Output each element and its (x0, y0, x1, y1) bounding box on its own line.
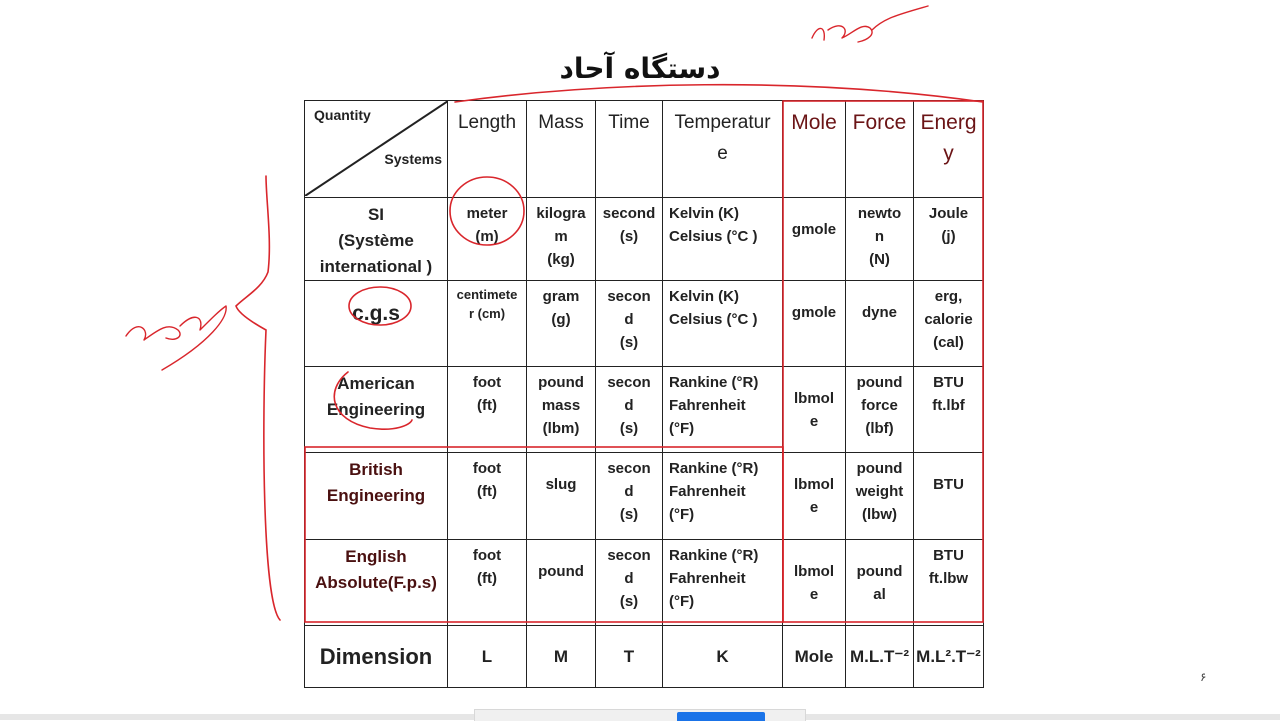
system-si: SI (Système international ) (305, 198, 448, 281)
cell-british-temperature: Rankine (°R) Fahrenheit (°F) (663, 453, 783, 540)
cell-cgs-force: dyne (846, 281, 914, 367)
cell-si-temperature: Kelvin (K) Celsius (°C ) (663, 198, 783, 281)
cell-english-temperature: Rankine (°R) Fahrenheit (°F) (663, 540, 783, 626)
header-length: Length (448, 101, 527, 198)
curly-brace (236, 176, 280, 620)
cell-american-length: foot (ft) (448, 367, 527, 453)
cell-cgs-length: centimete r (cm) (448, 281, 527, 367)
quantity-label: Quantity (314, 107, 371, 123)
header-time: Time (596, 101, 663, 198)
system-american-engineering: American Engineering (305, 367, 448, 453)
cell-english-length: foot (ft) (448, 540, 527, 626)
cell-english-mole: lbmol e (783, 540, 846, 626)
units-table (304, 100, 984, 688)
cell-american-energy: BTU ft.lbf (914, 367, 984, 453)
page-number: ۶ (1200, 670, 1207, 684)
table-row-cgs (305, 281, 984, 367)
cell-british-length: foot (ft) (448, 453, 527, 540)
cell-british-force: pound weight (lbw) (846, 453, 914, 540)
header-energy: Energ y (914, 101, 984, 198)
cell-si-length: meter (m) (448, 198, 527, 281)
cell-english-energy: BTU ft.lbw (914, 540, 984, 626)
cell-si-time: second (s) (596, 198, 663, 281)
dimension-label: Dimension (305, 626, 448, 688)
note-top-strokes (812, 6, 928, 42)
cell-english-mass: pound (527, 540, 596, 626)
cell-british-mole: lbmol e (783, 453, 846, 540)
corner-header (305, 101, 448, 198)
cell-american-time: secon d (s) (596, 367, 663, 453)
note-left-strokes (126, 306, 226, 370)
table-row-british (305, 453, 984, 540)
header-mole: Mole (783, 101, 846, 198)
table-row-dimension (305, 626, 984, 688)
cell-si-mole: gmole (783, 198, 846, 281)
table-row-english (305, 540, 984, 626)
header-force: Force (846, 101, 914, 198)
dimension-length: L (448, 626, 527, 688)
header-mass: Mass (527, 101, 596, 198)
presentation-toolbar[interactable] (474, 709, 806, 721)
cell-cgs-mass: gram (g) (527, 281, 596, 367)
header-row (305, 101, 984, 198)
cell-si-energy: Joule (j) (914, 198, 984, 281)
cell-american-force: pound force (lbf) (846, 367, 914, 453)
system-cgs: c.g.s (305, 281, 448, 367)
table-row-si (305, 198, 984, 281)
cell-cgs-temperature: Kelvin (K) Celsius (°C ) (663, 281, 783, 367)
page-title: دستگاه آحاد (559, 52, 721, 85)
cell-british-time: secon d (s) (596, 453, 663, 540)
table-row-american (305, 367, 984, 453)
dimension-mass: M (527, 626, 596, 688)
cell-english-time: secon d (s) (596, 540, 663, 626)
dimension-energy: M.L².T⁻² (914, 626, 984, 688)
cell-si-force: newto n (N) (846, 198, 914, 281)
cell-british-energy: BTU (914, 453, 984, 540)
systems-label: Systems (384, 151, 442, 167)
cell-british-mass: slug (527, 453, 596, 540)
cell-cgs-time: secon d (s) (596, 281, 663, 367)
cell-american-mass: pound mass (lbm) (527, 367, 596, 453)
cell-american-mole: lbmol e (783, 367, 846, 453)
header-temperature: Temperatur e (663, 101, 783, 198)
cell-american-temperature: Rankine (°R) Fahrenheit (°F) (663, 367, 783, 453)
dimension-mole: Mole (783, 626, 846, 688)
system-british-engineering: British Engineering (305, 453, 448, 540)
cell-cgs-energy: erg, calorie (cal) (914, 281, 984, 367)
dimension-temperature: K (663, 626, 783, 688)
cell-english-force: pound al (846, 540, 914, 626)
cell-cgs-mole: gmole (783, 281, 846, 367)
dimension-time: T (596, 626, 663, 688)
cell-si-mass: kilogra m (kg) (527, 198, 596, 281)
dimension-force: M.L.T⁻² (846, 626, 914, 688)
system-english-absolute: English Absolute(F.p.s) (305, 540, 448, 626)
